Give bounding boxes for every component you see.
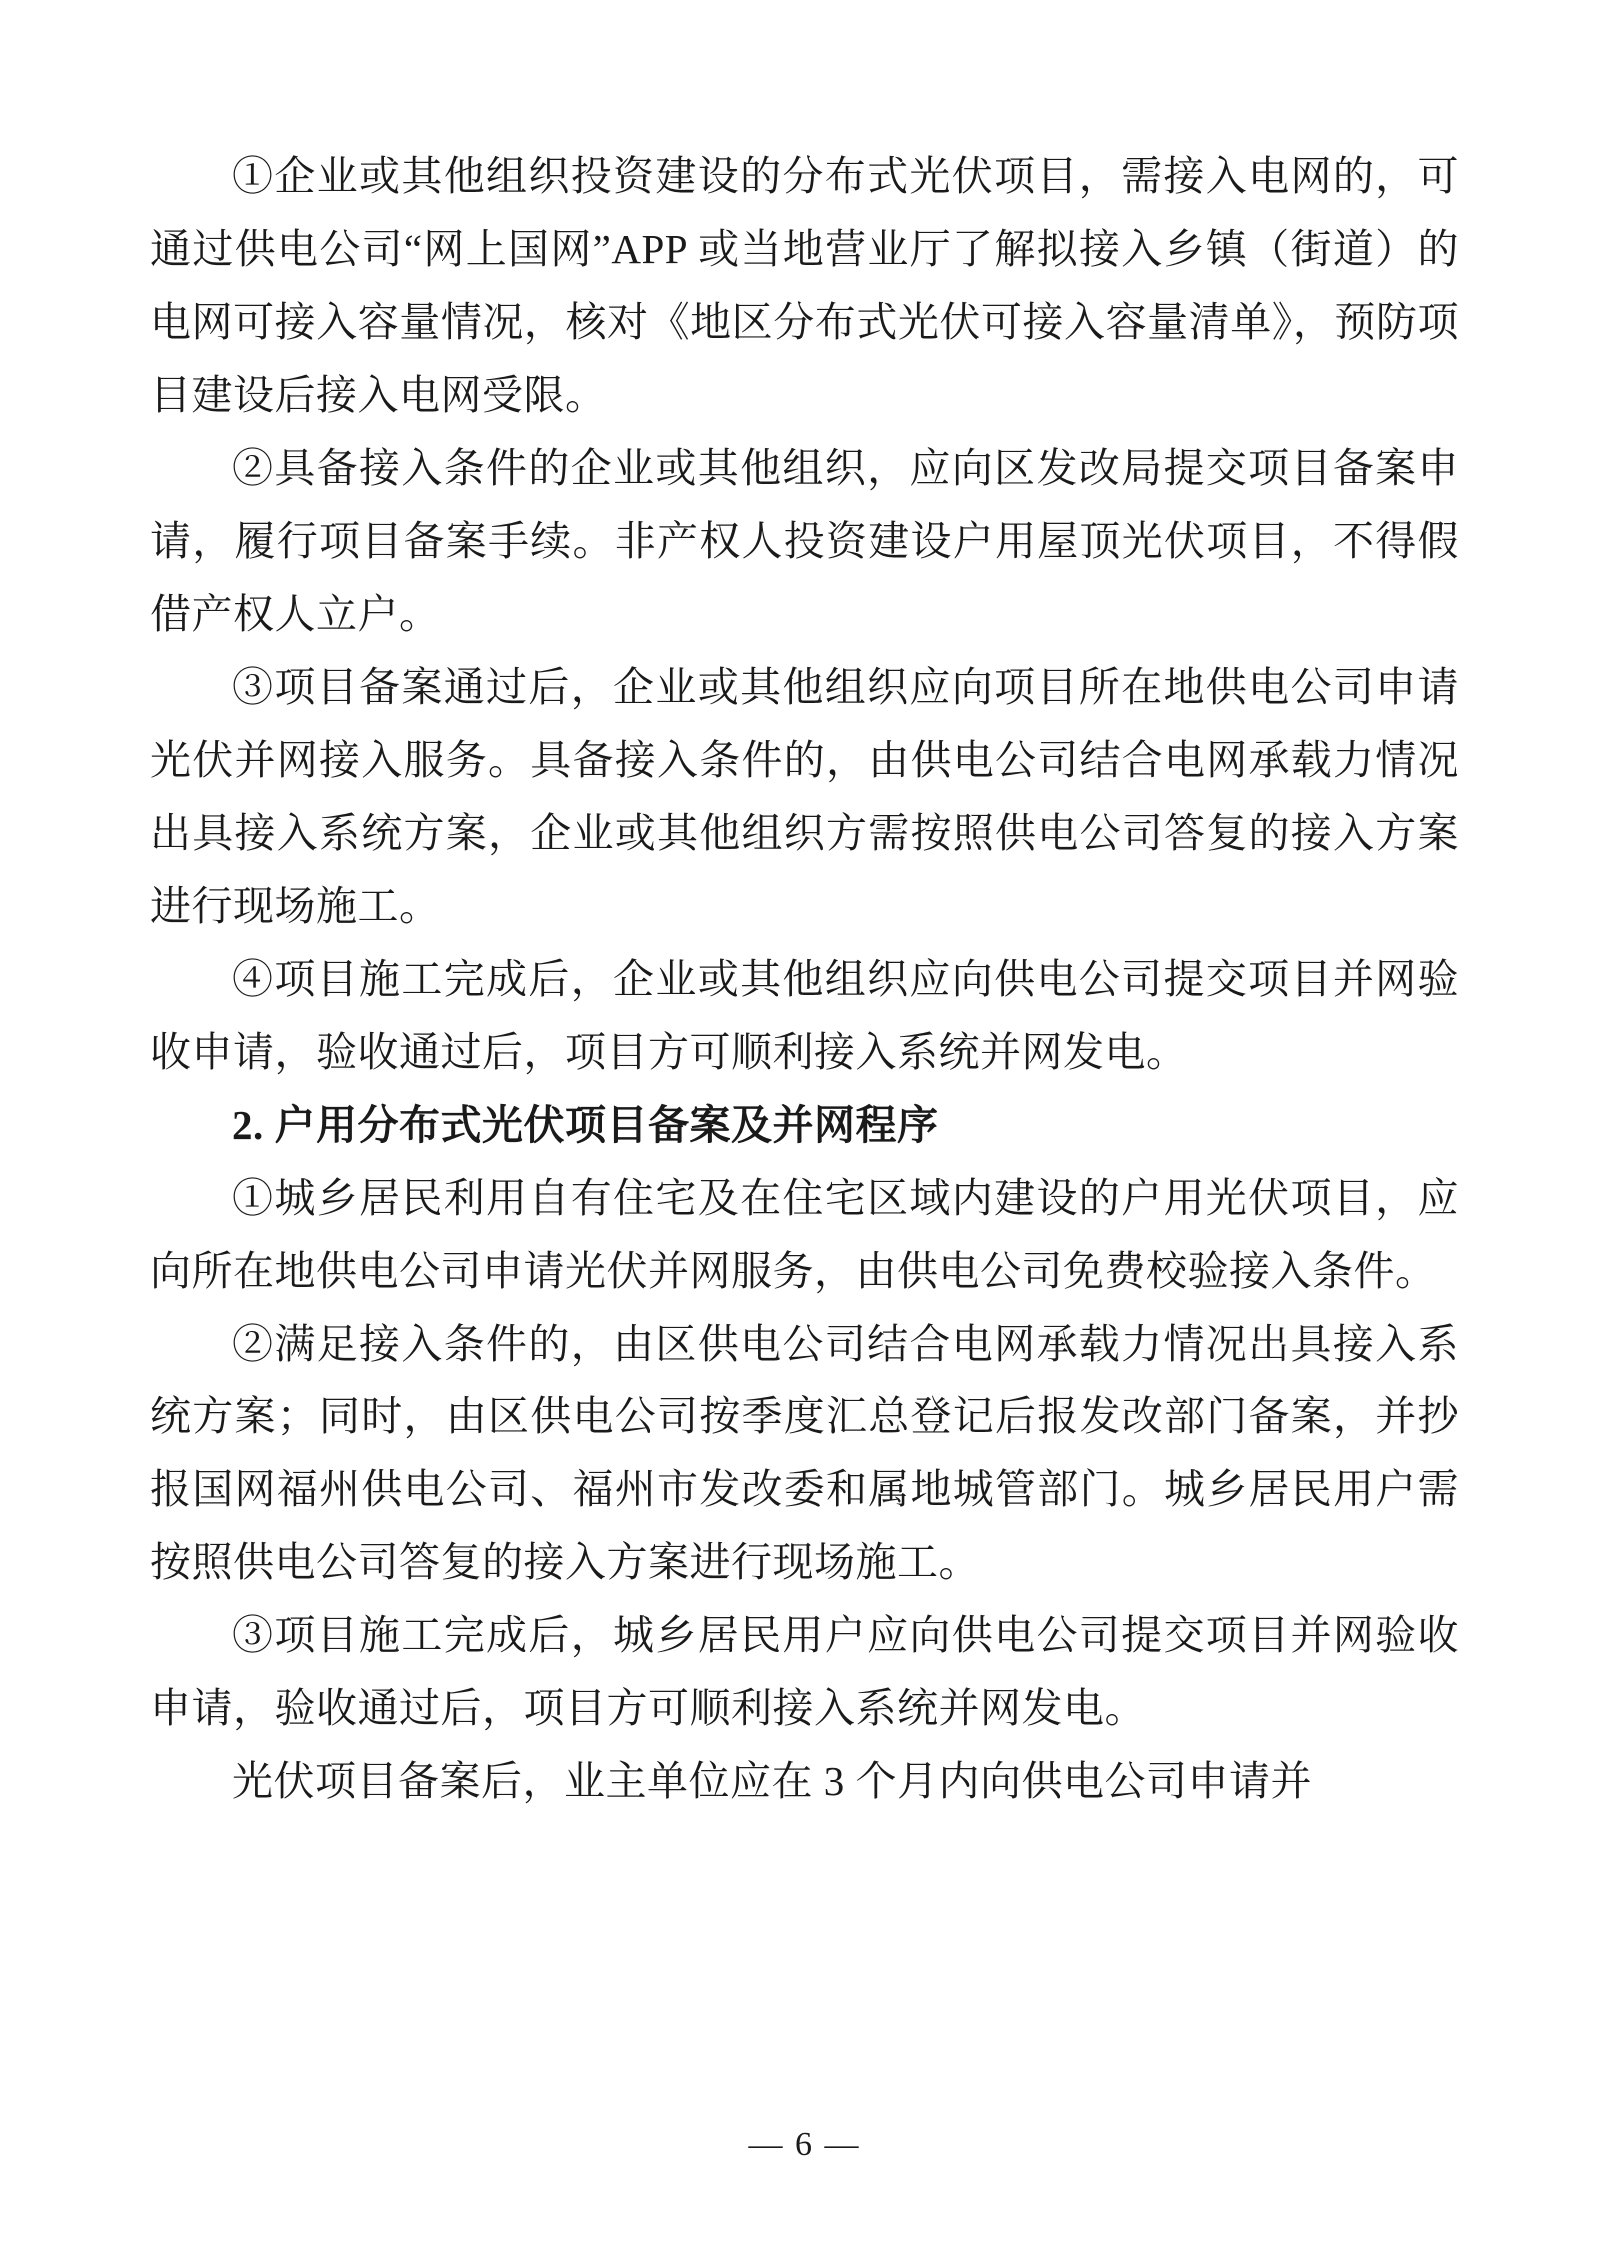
paragraph-construction-acceptance: ④项目施工完成后，企业或其他组织应向供电公司提交项目并网验收申请，验收通过后，项目方可顺利接入系统并网发电。 xyxy=(150,955,1459,1075)
paragraph-household-access-scheme-filing: ②满足接入条件的，由区供电公司结合电网承载力情况出具接入系统方案；同时，由区供电公司按季度汇总登记后报发改部门备案，并抄报国网福州供电公司、福州市发改委和属地城管部门。城乡居民用户需按照供电公司答复的接入方案进行现场施工。 xyxy=(150,1320,1459,1586)
paragraph-household-apply-grid-service: ①城乡居民利用自有住宅及在住宅区域内建设的户用光伏项目，应向所在地供电公司申请光伏并网服务，由供电公司免费校验接入条件。 xyxy=(150,1174,1459,1294)
paragraph-grid-connection-service-application: ③项目备案通过后，企业或其他组织应向项目所在地供电公司申请光伏并网接入服务。具备接入条件的，由供电公司结合电网承载力情况出具接入系统方案，企业或其他组织方需按照供电公司答复的接入方案进行现场施工。 xyxy=(150,663,1459,929)
paragraph-household-acceptance: ③项目施工完成后，城乡居民用户应向供电公司提交项目并网验收申请，验收通过后，项目方可顺利接入系统并网发电。 xyxy=(150,1612,1459,1732)
paragraph-filing-application: ②具备接入条件的企业或其他组织，应向区发改局提交项目备案申请，履行项目备案手续。非产权人投资建设户用屋顶光伏项目，不得假借产权人立户。 xyxy=(150,444,1459,637)
document-body xyxy=(150,140,1459,1818)
paragraph-enterprise-distributed-pv-grid-access: ①企业或其他组织投资建设的分布式光伏项目，需接入电网的，可通过供电公司“网上国网”APP 或当地营业厅了解拟接入乡镇（街道）的电网可接入容量情况，核对《地区分布式光伏可接入容量清单》，预防项目建设后接入电网受限。 xyxy=(150,153,1459,418)
paragraph-three-month-application: 光伏项目备案后，业主单位应在 3 个月内向供电公司申请并 xyxy=(232,1758,1312,1805)
page-number: — 6 — xyxy=(748,2126,861,2163)
heading-household-distributed-pv-procedure: 2. 户用分布式光伏项目备案及并网程序 xyxy=(232,1101,939,1148)
